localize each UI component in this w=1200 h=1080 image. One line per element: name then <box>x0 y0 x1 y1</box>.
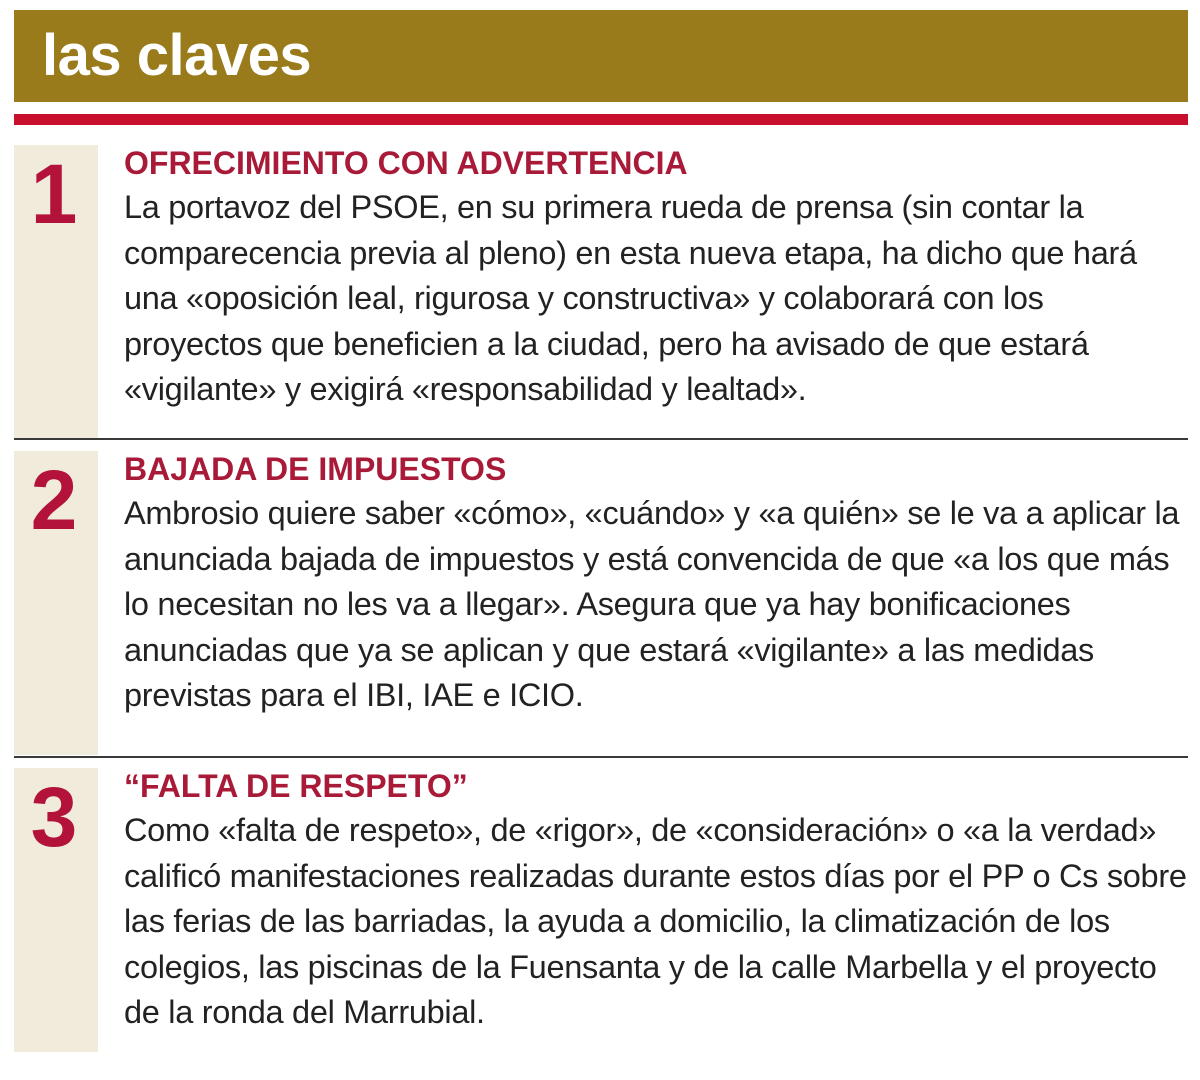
item-divider <box>14 756 1188 758</box>
item-text: Como «falta de respeto», de «rigor», de «consideración» o «a la verdad» calificó manifestaciones realizadas durante estos días por el PP o Cs sobre las ferias de las barriadas, la ayuda a domicilio, la climatización de los colegios, las piscinas de la Fuensanta y de la calle Marbella y el proyecto de la ronda del Marrubial. <box>124 812 1187 1030</box>
number-column <box>14 145 98 438</box>
list-item <box>14 145 1188 438</box>
item-divider <box>14 438 1188 440</box>
list-item <box>14 768 1188 1052</box>
item-heading: OFRECIMIENTO CON ADVERTENCIA <box>124 145 688 181</box>
number-column <box>14 768 98 1052</box>
header-divider <box>14 114 1188 125</box>
item-heading: BAJADA DE IMPUESTOS <box>124 451 507 487</box>
number-column <box>14 451 98 755</box>
item-number: 3 <box>30 770 78 864</box>
header-bar <box>14 10 1188 102</box>
list-item <box>14 451 1188 755</box>
page-title: las claves <box>42 23 312 88</box>
item-text: Ambrosio quiere saber «cómo», «cuándo» y «a quién» se le va a aplicar la anunciada bajada de impuestos y está convencida de que «a los que más lo necesitan no les va a llegar». Asegura que ya hay bonificaciones anunciadas que ya se aplican y que estará «vigilante» a las medidas previstas para el IBI, IAE e ICIO. <box>124 495 1180 713</box>
item-heading: “FALTA DE RESPETO” <box>124 768 468 804</box>
item-number: 1 <box>30 147 78 241</box>
item-number: 2 <box>30 453 78 547</box>
item-text: La portavoz del PSOE, en su primera rueda de prensa (sin contar la comparecencia previa al pleno) en esta nueva etapa, ha dicho que hará una «oposición leal, rigurosa y constructiva» y colaborará con los proyectos que beneficien a la ciudad, pero ha avisado de que estará «vigilante» y exigirá «responsabilidad y lealtad». <box>124 189 1137 407</box>
